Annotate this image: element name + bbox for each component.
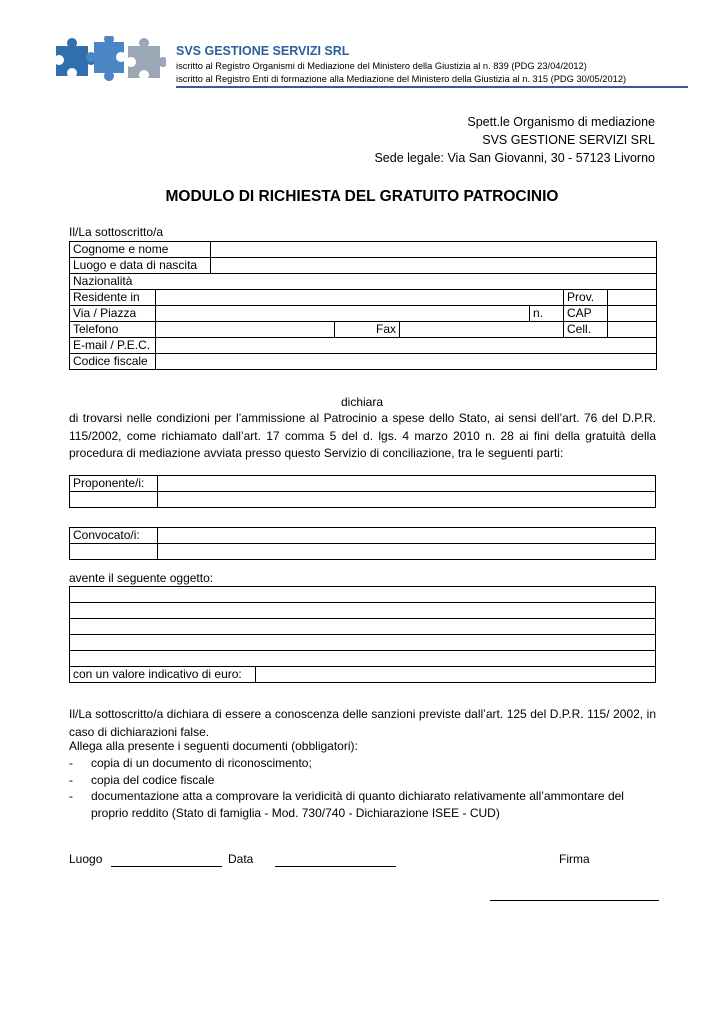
fax-label: Fax: [335, 322, 400, 338]
value-label: con un valore indicativo di euro:: [70, 667, 256, 683]
attachments-list: [69, 755, 659, 821]
list-item: - copia di un documento di riconoscimento;: [69, 756, 312, 770]
respondent-table: [69, 527, 656, 560]
respondent-label: Convocato/i:: [70, 528, 158, 544]
declaration-text: di trovarsi nelle condizioni per l’ammissione al Patrocinio a spese dello Stato, ai sensi dell’art. 76 del D.P.R. 115/2002, come richiamato dall’art. 17 comma 5 del d. lgs. 4 marzo 2010 n. 28 ai fini della gratuità della procedura di mediazione avviata presso questo Servizio di conciliazione, tra le seguenti parti:: [69, 411, 656, 460]
recipient-line-1: Spett.le Organismo di mediazione: [467, 115, 655, 129]
proponent-extra-field[interactable]: [158, 492, 656, 508]
registration-line-1: iscritto al Registro Organismi di Mediazione del Ministero della Giustizia al n. 839 (PDG 23/04/2012): [176, 61, 587, 71]
company-name: SVS GESTIONE SERVIZI SRL: [176, 44, 350, 58]
proponent-label: Proponente/i:: [70, 476, 158, 492]
subject-line[interactable]: [70, 635, 656, 651]
list-item: - copia del codice fiscale: [69, 772, 215, 787]
tax-code-label: Codice fiscale: [70, 354, 156, 370]
declaration-heading: dichiara: [340, 395, 384, 409]
birth-label: Luogo e data di nascita: [70, 258, 211, 274]
signature-label: Firma: [559, 852, 590, 866]
header-divider: [176, 86, 688, 88]
tax-code-field[interactable]: [156, 354, 657, 370]
subject-line[interactable]: [70, 619, 656, 635]
subject-table: [69, 586, 656, 683]
email-field[interactable]: [156, 338, 657, 354]
street-label: Via / Piazza: [70, 306, 156, 322]
date-label: Data: [228, 852, 254, 866]
mobile-field[interactable]: [608, 322, 657, 338]
awareness-text: Il/La sottoscritto/a dichiara di essere a conoscenza delle sanzioni previste dall’art. 125 del D.P.R. 115/ 2002, in caso di dichiarazioni false.: [69, 707, 656, 739]
resident-label: Residente in: [70, 290, 156, 306]
street-field[interactable]: [156, 306, 530, 322]
surname-name-label: Cognome e nome: [70, 242, 211, 258]
province-field[interactable]: [608, 290, 657, 306]
applicant-table: [69, 241, 657, 370]
place-label: Luogo: [69, 852, 103, 866]
street-number-label: n.: [530, 306, 564, 322]
resident-field[interactable]: [156, 290, 564, 306]
fax-field[interactable]: [400, 322, 564, 338]
email-label: E-mail / P.E.C.: [70, 338, 156, 354]
applicant-intro: Il/La sottoscritto/a: [69, 225, 164, 239]
subject-line[interactable]: [70, 603, 656, 619]
proponent-extra-label: [70, 492, 158, 508]
recipient-line-2: SVS GESTIONE SERVIZI SRL: [482, 133, 655, 147]
recipient-address: Sede legale: Via San Giovanni, 30 - 57123 Livorno: [374, 151, 655, 165]
subject-line[interactable]: [70, 587, 656, 603]
proponent-table: [69, 475, 656, 508]
proponent-field[interactable]: [158, 476, 656, 492]
respondent-extra-label: [70, 544, 158, 560]
attachments-intro: Allega alla presente i seguenti documenti (obbligatori):: [69, 739, 358, 753]
zip-label: CAP: [564, 306, 608, 322]
list-item: - documentazione atta a comprovare la veridicità di quanto dichiarato relativamente all’ammontare del proprio reddito (Stato di famiglia - Mod. 730/740 - Dichiarazione ISEE - CUD): [69, 789, 624, 820]
puzzle-pieces-logo: [54, 36, 166, 88]
registration-line-2: iscritto al Registro Enti di formazione alla Mediazione del Ministero della Giustizia al n. 315 (PDG 30/05/2012): [176, 74, 627, 84]
surname-name-field[interactable]: [211, 242, 657, 258]
respondent-field[interactable]: [158, 528, 656, 544]
value-field[interactable]: [256, 667, 656, 683]
form-title: MODULO DI RICHIESTA DEL GRATUITO PATROCINIO: [165, 188, 559, 205]
place-field[interactable]: [111, 866, 222, 867]
mobile-label: Cell.: [564, 322, 608, 338]
nationality-label[interactable]: Nazionalità: [70, 274, 657, 290]
signature-field[interactable]: [490, 900, 659, 901]
subject-intro: avente il seguente oggetto:: [69, 571, 214, 585]
province-label: Prov.: [564, 290, 608, 306]
birth-field[interactable]: [211, 258, 657, 274]
phone-label: Telefono: [70, 322, 156, 338]
zip-field[interactable]: [608, 306, 657, 322]
phone-field[interactable]: [156, 322, 335, 338]
subject-line[interactable]: [70, 651, 656, 667]
date-field[interactable]: [275, 866, 396, 867]
respondent-extra-field[interactable]: [158, 544, 656, 560]
